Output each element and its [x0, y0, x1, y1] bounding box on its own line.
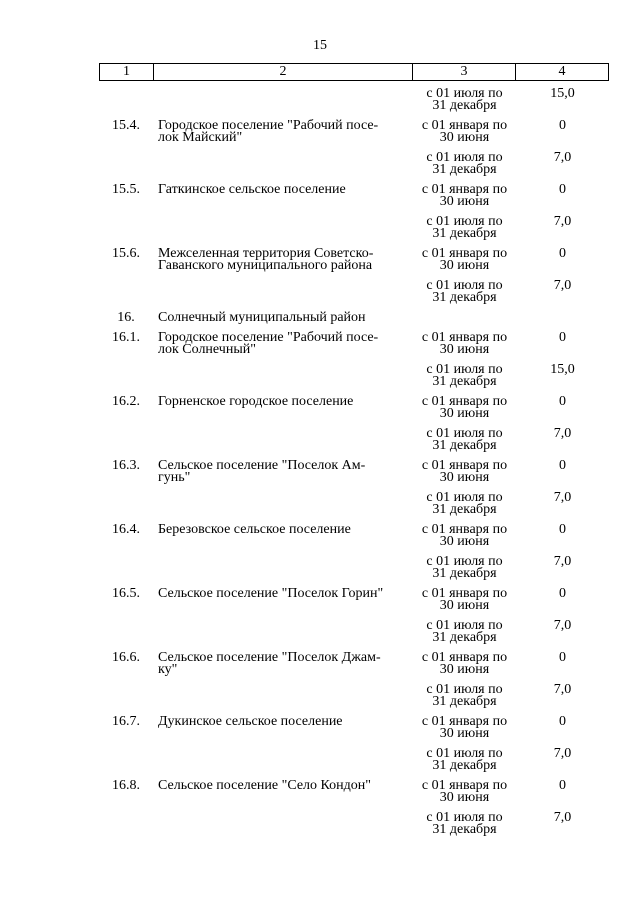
row-number: 16.8. [112, 778, 140, 793]
table-row [99, 216, 609, 248]
table-row [99, 460, 609, 492]
row-number: 16.6. [112, 650, 140, 665]
row-period: с 01 января по 30 июня [421, 394, 508, 421]
row-value: 7,0 [553, 150, 572, 165]
table-row [99, 184, 609, 216]
page-number: 15 [313, 38, 327, 53]
row-value: 7,0 [553, 746, 572, 761]
row-number: 16.2. [112, 394, 140, 409]
table-row [99, 556, 609, 588]
row-period: с 01 июля по 31 декабря [426, 86, 503, 113]
row-name: Дукинское сельское поселение [158, 714, 343, 729]
row-period: с 01 июля по 31 декабря [426, 214, 503, 241]
row-value: 15,0 [550, 362, 575, 377]
row-period: с 01 июля по 31 декабря [426, 746, 503, 773]
row-value: 7,0 [553, 682, 572, 697]
header-col-1: 1 [100, 64, 154, 80]
row-value: 0 [559, 458, 566, 473]
row-value: 0 [559, 118, 566, 133]
row-number: 16.4. [112, 522, 140, 537]
row-number: 15.5. [112, 182, 140, 197]
header-col-2: 2 [154, 64, 413, 80]
row-value: 0 [559, 246, 566, 261]
table-row [99, 620, 609, 652]
row-number: 16.1. [112, 330, 140, 345]
row-value: 7,0 [553, 278, 572, 293]
row-period: с 01 января по 30 июня [421, 778, 508, 805]
row-name: Солнечный муниципальный район [158, 310, 366, 325]
table-row [99, 312, 609, 332]
row-period: с 01 июля по 31 декабря [426, 426, 503, 453]
row-period: с 01 января по 30 июня [421, 118, 508, 145]
row-name: Сельское поселение "Поселок Ам- гунь" [158, 458, 366, 485]
table-row [99, 652, 609, 684]
table-row [99, 152, 609, 184]
table-row [99, 428, 609, 460]
row-value: 7,0 [553, 554, 572, 569]
row-value: 0 [559, 778, 566, 793]
row-value: 0 [559, 394, 566, 409]
row-period: с 01 июля по 31 декабря [426, 278, 503, 305]
row-name: Городское поселение "Рабочий посе- лок Майский" [158, 118, 379, 145]
row-period: с 01 июля по 31 декабря [426, 490, 503, 517]
row-value: 0 [559, 650, 566, 665]
row-value: 0 [559, 522, 566, 537]
table-row [99, 120, 609, 152]
header-col-3: 3 [413, 64, 516, 80]
row-period: с 01 июля по 31 декабря [426, 810, 503, 837]
table-header [99, 63, 609, 81]
row-period: с 01 января по 30 июня [421, 330, 508, 357]
header-col-4: 4 [558, 64, 566, 79]
row-value: 7,0 [553, 214, 572, 229]
row-value: 0 [559, 586, 566, 601]
table-row [99, 524, 609, 556]
row-period: с 01 января по 30 июня [421, 522, 508, 549]
row-name: Городское поселение "Рабочий посе- лок Солнечный" [158, 330, 379, 357]
row-period: с 01 января по 30 июня [421, 586, 508, 613]
table-row [99, 88, 609, 120]
row-period: с 01 июля по 31 декабря [426, 150, 503, 177]
row-period: с 01 января по 30 июня [421, 458, 508, 485]
table-row [99, 492, 609, 524]
row-value: 0 [559, 330, 566, 345]
row-number: 16. [117, 310, 135, 325]
table-row [99, 364, 609, 396]
row-value: 0 [559, 182, 566, 197]
row-period: с 01 июля по 31 декабря [426, 554, 503, 581]
table-row [99, 396, 609, 428]
row-value: 7,0 [553, 426, 572, 441]
row-value: 7,0 [553, 618, 572, 633]
row-name: Горненское городское поселение [158, 394, 354, 409]
row-number: 15.6. [112, 246, 140, 261]
row-period: с 01 января по 30 июня [421, 246, 508, 273]
table-body [99, 88, 609, 844]
row-period: с 01 января по 30 июня [421, 714, 508, 741]
row-period: с 01 июля по 31 декабря [426, 618, 503, 645]
row-number: 15.4. [112, 118, 140, 133]
table-row [99, 588, 609, 620]
row-number: 16.7. [112, 714, 140, 729]
table-row [99, 332, 609, 364]
row-name: Сельское поселение "Поселок Джам- ку" [158, 650, 381, 677]
row-name: Межселенная территория Советско- Гаванского муниципального района [158, 246, 374, 273]
row-value: 0 [559, 714, 566, 729]
table-row [99, 748, 609, 780]
row-period: с 01 января по 30 июня [421, 182, 508, 209]
row-value: 7,0 [553, 490, 572, 505]
row-number: 16.5. [112, 586, 140, 601]
table-row [99, 684, 609, 716]
table-row [99, 780, 609, 812]
row-period: с 01 июля по 31 декабря [426, 362, 503, 389]
row-name: Гаткинское сельское поселение [158, 182, 346, 197]
row-period: с 01 июля по 31 декабря [426, 682, 503, 709]
row-value: 7,0 [553, 810, 572, 825]
row-name: Березовское сельское поселение [158, 522, 351, 537]
row-name: Сельское поселение "Поселок Горин" [158, 586, 384, 601]
table-row [99, 248, 609, 280]
row-number: 16.3. [112, 458, 140, 473]
table-row [99, 280, 609, 312]
row-period: с 01 января по 30 июня [421, 650, 508, 677]
table-row [99, 716, 609, 748]
row-value: 15,0 [550, 86, 575, 101]
row-name: Сельское поселение "Село Кондон" [158, 778, 372, 793]
table-row [99, 812, 609, 844]
